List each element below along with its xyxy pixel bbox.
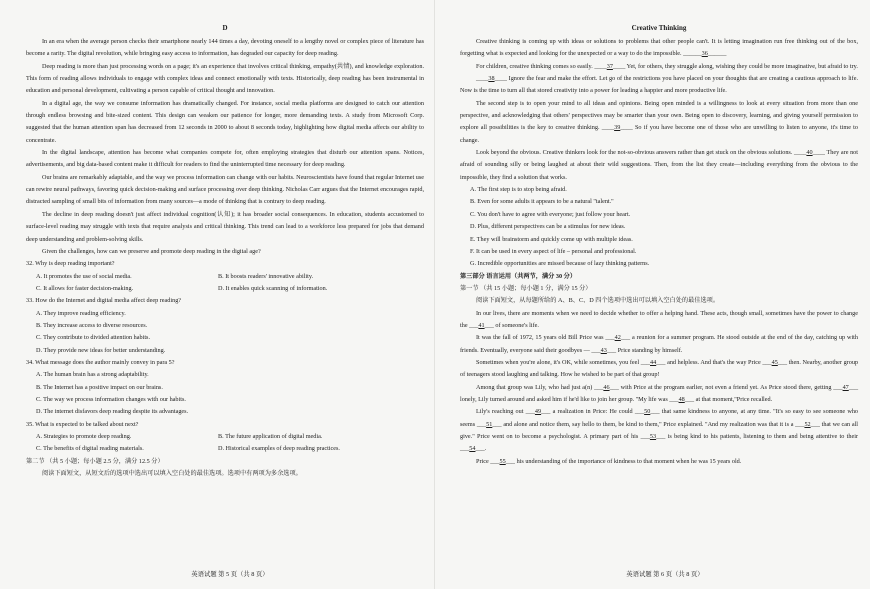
paragraph-text: Price [476,457,489,465]
paragraph-text: Ignore the fear and make the effort. Let go of the restrictions you have placed on your thoughts that are creating a cautious approach to life. Now is the time to turn all that stored creativity into a power for leading a happier and more productive life. [460,75,858,95]
option-c: C. You don't have to agree with everyone; just follow your heart. [470,210,631,218]
paragraph-text: For children, creative thinking comes so easily. [476,62,593,70]
question-35 [26,419,424,456]
option-a: A. The human brain has a strong adaptability. [36,371,149,379]
question-stem: 32. Why is deep reading important? [26,260,115,268]
blank-53: 53 [649,433,657,440]
paragraph-text: Creative thinking is coming up with ideas or solutions to problems that other people can't. It is letting imagination run free thinking out of the box, forgetting what is expected and looking for the unexpected or a way to do the impossible. [460,38,858,58]
cloze-paragraph-1: Creative thinking is coming up with ideas or solutions to problems that other people can't. It is letting imagination run free thinking out of the box, forgetting what is expected and looking for the unexpected or a way to do the impossible. ______36______ [460,38,858,58]
paragraph-text: and alone and notice them, say hello to them, be kind to them," Price explained. "And my realization was that it is a [503,420,794,428]
option-a: A. The first step is to stop being afraid. [470,186,567,194]
section-1-instruction: 阅读下面短文，从每题所给的 A、B、C、D 四个选项中选出可以填入空白处的最佳选项。 [476,297,720,305]
paragraph-text: with Price at the program earlier, not even a friend yet. As Price stood there, getting [620,383,832,391]
question-stem: 35. What is expected to be talked about next? [26,420,139,428]
blank-55: 55 [499,457,506,465]
blank-42: 42 [614,334,621,342]
paragraph-text: his understanding of the importance of kindness to that moment when he was 15 years old. [516,457,742,465]
option-f: F. It can be used in every aspect of life – personal and professional. [470,247,637,255]
section-1-heading: 第一节 （共 15 小题；每小题 1 分，满分 15 分） [460,284,592,292]
blank-50: 50 [644,408,651,416]
paragraph-text: and helpless. And that's the way Price [667,358,761,366]
question-32 [26,258,424,295]
paragraph-text: It was the fall of 1972, 15 years old Bill Price was [476,334,604,342]
cloze-paragraph-2: For children, creative thinking comes so easily. ____37____ Yet, for others, they struggle along, wishing they could be more imaginative, but afraid to try. [476,62,858,70]
question-stem: 33. How do the Internet and digital media affect deep reading? [26,297,182,305]
paragraph-text: that we can all give." Price went on to become a psychologist. A primary part of his [460,420,859,440]
blank-44: 44 [650,358,657,366]
question-33 [26,295,424,357]
blank-54: 54 [469,445,476,453]
paragraph-text: Yet, for others, they struggle along, wishing they could be more imaginative, but afraid to try. [626,62,858,70]
cloze2-paragraph-6: Price ___55___ his understanding of the importance of kindness to that moment when he was 15 years old. [476,457,742,465]
option-a: A. Strategies to promote deep reading. [36,433,132,440]
section-2-instruction: 阅读下面短文，从短文后的选项中选出可以填入空白处的最佳选项。选项中有两项为多余选项。 [42,470,302,478]
paragraph-text: at that moment,"Price recalled. [695,395,773,403]
option-d: D. Plus, different perspectives can be a stimulus for new ideas. [470,223,626,231]
passage-d-paragraph-1: In an era when the average person checks their smartphone nearly 144 times a day, devoting oneself to a lengthy novel or complex piece of literature has become a rarity. The digital revolution, while bringing easy access to information, has degraded our capacity for deep reading. [26,38,424,58]
cloze-paragraph-3: ____38____ Ignore the fear and make the effort. Let go of the restrictions you have placed on your thoughts that are creating a cautious approach to life. Now is the time to turn all that stored creativity into a power for leading a happier and more productive life. [460,75,858,95]
option-a: A. It promotes the use of social media. [36,272,132,280]
paragraph-text: The second step is to open your mind to all ideas and opinions. Being open minded is a willingness to look at every situation from more than one perspective, and acknowledging that others' perspectives may be smarter than your own. Being open to discovery, learning, and giving yourself permission to explore all possibilities is the key to creative thinking. [460,99,858,132]
option-d: D. Historical examples of deep reading practices. [218,445,340,453]
question-34 [26,357,424,419]
option-b: B. It boosts readers' innovative ability. [218,272,314,280]
section-2-heading: 第二节 （共 5 小题；每小题 2.5 分，满分 12.5 分） [26,457,164,465]
option-g: G. Incredible opportunities are missed because of lazy thinking patterns. [470,260,650,268]
blank-52: 52 [804,420,811,428]
option-b: B. The future application of digital media. [218,433,323,440]
blank-46: 46 [603,383,610,391]
option-a: A. They improve reading efficiency. [36,309,126,317]
cloze-paragraph-4: The second step is to open your mind to all ideas and opinions. Being open minded is a willingness to look at every situation from more than one perspective, and acknowledging that others' perspectives may be smarter than your own. Being open to discovery, learning, and giving yourself permission to explore all possibilities is the key to creative thinking. ____39____ So if you have become one of those who are unwilling to listen to anyone, it's time to change. [460,99,858,144]
blank-51: 51 [486,420,493,428]
blank-49: 49 [534,408,542,416]
part-3-heading: 第三部分 语言运用（共两节，满分 30 分） [460,272,577,280]
paragraph-text: then. Nearby, another group of teenagers stood laughing and talking. How he wished to be part of that group! [460,358,859,379]
left-column [26,22,424,480]
cloze2-paragraph-3: Sometimes when you're alone, it's OK, while sometimes, you feel ___44___ and helpless. And that's the way Price ___45___ then. Nearby, another group of teenagers stood laughing and talking. How he wished to be part of that group! [460,358,859,379]
page-footer-left: 英语试题 第 5 页（共 8 页） [191,571,269,578]
blank-43: 43 [600,346,607,354]
passage-d-paragraph-5: Our brains are remarkably adaptable, and the way we process information can change with our habits. Neuroscientists have found that regular Internet use can rewire neural pathways, favoring quick decision-making and surface processing over deep thinking. Nicholas Carr argues that the Internet encourages rapid, distracted sampling of small bits of information from many sources—a mode of thinking that is contrary to deep reading. [26,173,424,206]
blank-37: 37 [606,62,613,70]
paragraph-text: In our lives, there are moments when we need to decide whether to offer a helping hand. These acts, though small, sometimes have the power to change the [460,309,858,329]
cloze2-paragraph-1: In our lives, there are moments when we need to decide whether to offer a helping hand. These acts, though small, sometimes have the power to change the ___41___ of someone's life. [460,309,858,329]
option-e: E. They will brainstorm and quickly come up with multiple ideas. [470,235,633,243]
paragraph-text: lonely, Lily turned around and asked him if he'd like to join her group. "My life was [460,395,668,403]
cloze2-paragraph-5: Lily's reaching out ___49___ a realization in Price: He could ___50___ that same kindness to anyone, at any time. "It's so easy to see someone who seems ___51___ and alone and notice them, say hello to them, be kind to them," Price explained. "And my realization was that it is a ___52___ that we can all give." Price went on to become a psychologist. A primary part of his ___53___ is being kind to his patients, listening to them and being attentive to their ___54___. [460,408,859,453]
paragraph-text: a realization in Price: He could [552,408,633,416]
paragraph-text: of someone's life. [495,321,539,329]
paragraph-text: Lily's reaching out [476,408,524,416]
blank-38: 38 [488,75,495,83]
paragraph-text: So if you have become one of those who are unwilling to listen to anyone, it's time to change. [460,124,858,144]
page-footer-right: 英语试题 第 6 页（共 8 页） [626,571,704,578]
option-b: B. The Internet has a positive impact on our brains. [36,383,163,391]
passage-title: Creative Thinking [631,24,687,32]
cloze2-paragraph-2: It was the fall of 1972, 15 years old Bill Price was ___42___ a reunion for a summer program. He stood outside at the end of the day, catching up with friends. Eventually, everyone said their goodbyes — ___43___ Price standing by himself. [460,334,858,354]
option-c: C. The benefits of digital reading materials. [36,445,144,453]
paragraph-text: a reunion for a summer program. He stood outside at the end of the day, catching up with friends. Eventually, everyone said their goodbyes — [460,334,858,354]
blank-45: 45 [771,358,778,366]
cloze-paragraph-5: Look beyond the obvious. Creative thinkers look for the not-so-obvious answers rather than get stuck on the obvious solutions. ____40____ They are not afraid of sounding silly or being laughed at about their wild suggestions. Then, from the list they create—including everything from the obvious to the impossible, they find a solution that works. [460,149,858,181]
question-stem: 34. What message does the author mainly convey in para 5? [26,358,175,366]
paragraph-text: Look beyond the obvious. Creative thinkers look for the not-so-obvious answers rather than get stuck on the obvious solutions. [476,149,793,157]
passage-d-paragraph-4: In the digital landscape, attention has become what companies compete for, often employing strategies that disturb our attention spans. Notices, advertisements, and big data-based content make it difficult for readers to find the uninterrupted time necessary for deep reading. [26,149,424,169]
paragraph-text: . [484,445,487,453]
blank-39: 39 [614,124,621,132]
passage-d-title: D [222,24,228,32]
passage-d-paragraph-2: Deep reading is more than just processing words on a page; it's an experience that involves critical thinking, empathy(共情), and knowledge exploration. This form of reading allows individuals to engage with complex ideas and connect emotionally with texts. Historically, deep reading has been instrumental in education and personal development, cultivating a person capable of critical thought and innovation. [26,62,424,95]
option-c: C. It allows for faster decision-making. [36,284,134,292]
right-column [460,22,858,468]
passage-d-paragraph-6: The decline in deep reading doesn't just affect individual cognition(认知); it has broader social consequences. In education, students accustomed to surface-level reading may struggle with texts that require analysis and critical thinking. This trend can lead to a workforce less prepared for jobs that demand deep understanding and problem-solving skills. [26,210,424,243]
blank-41: 41 [478,321,485,329]
option-c: C. The way we process information changes with our habits. [36,395,186,403]
option-b: B. Even for some adults it appears to be a natural "talent." [470,198,614,206]
page-fold-divider [434,0,435,589]
cloze2-paragraph-4: Among that group was Lily, who had just a(n) ___46___ with Price at the program earlier, not even a friend yet. As Price stood there, getting ___47___ lonely, Lily turned around and asked him if he'd like to join her group. "My life was ___48___ at that moment,"Price recalled. [460,383,859,403]
blank-36: 36 [701,50,708,58]
paragraph-text: Sometimes when you're alone, it's OK, while sometimes, you feel [476,358,640,366]
blank-48: 48 [678,395,685,403]
option-c: C. They contribute to divided attention habits. [36,334,150,342]
paragraph-text: They are not afraid of sounding silly or being laughed at about their wild suggestions. Then, from the list they create—including everything from the obvious to the impossible, they find a solution that works. [460,149,858,181]
blank-40: 40 [806,149,813,157]
option-d: D. They provide new ideas for better understanding. [36,346,166,354]
option-d: D. The internet disfavors deep reading despite its advantages. [36,408,189,416]
paragraph-text: Among that group was Lily, who had just a(n) [476,383,593,391]
paragraph-text: that same kindness to anyone, at any time. "It's so easy to see someone who seems [460,408,859,428]
paragraph-text: is being kind to his patients, listening to them and being attentive to their [667,433,859,440]
passage-d-paragraph-3: In a digital age, the way we consume information has dramatically changed. For instance, social media platforms are designed to catch our attention through endless browsing and bite-sized content. This design can weaken our patience for longer, more demanding texts. A study from Microsoft Corp. suggested that the human attention span has decreased from 12 seconds in 2000 to about 8 seconds today, highlighting how digital media affects our ability to concentrate. [26,99,424,144]
option-b: B. They increase access to diverse resources. [36,321,148,329]
paragraph-text: Price standing by himself. [617,346,683,354]
passage-d-paragraph-7: Given the challenges, how can we preserve and promote deep reading in the digital age? [42,247,261,255]
option-d: D. It enables quick scanning of information. [218,284,328,292]
blank-47: 47 [842,383,849,391]
